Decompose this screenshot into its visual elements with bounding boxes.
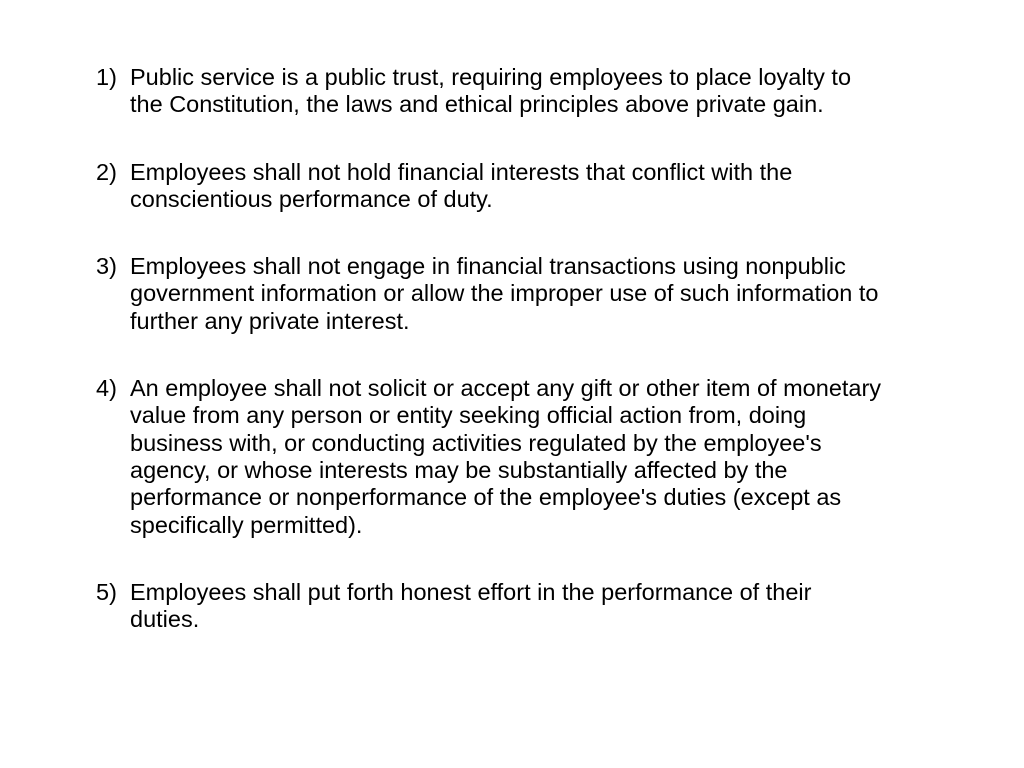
rule-number: 5) (96, 578, 117, 605)
rule-number: 1) (96, 64, 117, 90)
rule-item-4 (96, 375, 886, 539)
rule-text: Employees shall put forth honest effort in the performance of their duties. (130, 578, 812, 633)
rule-item-3 (96, 253, 886, 335)
rule-item-1 (96, 64, 886, 119)
rule-item-2 (96, 159, 886, 214)
rule-text: Employees shall not hold financial interests that conflict with the conscientious performance of duty. (130, 158, 793, 212)
rule-text: An employee shall not solicit or accept any gift or other item of monetary value from any person or entity seeking official action from, doing business with, or conducting activities regulated by the employee's agency, or whose interests may be substantially affected by the performance or nonperformance of the employee's duties (except as specifically permitted). (130, 375, 882, 538)
rule-item-5 (96, 579, 886, 634)
ethics-rules-slide (96, 64, 886, 673)
rule-text: Public service is a public trust, requiring employees to place loyalty to the Constitution, the laws and ethical principles above private gain. (130, 64, 852, 118)
rule-number: 2) (96, 158, 117, 185)
rule-text: Employees shall not engage in financial transactions using nonpublic government information or allow the improper use of such information to further any private interest. (130, 253, 879, 334)
rule-number: 3) (96, 253, 117, 280)
rule-number: 4) (96, 375, 117, 402)
